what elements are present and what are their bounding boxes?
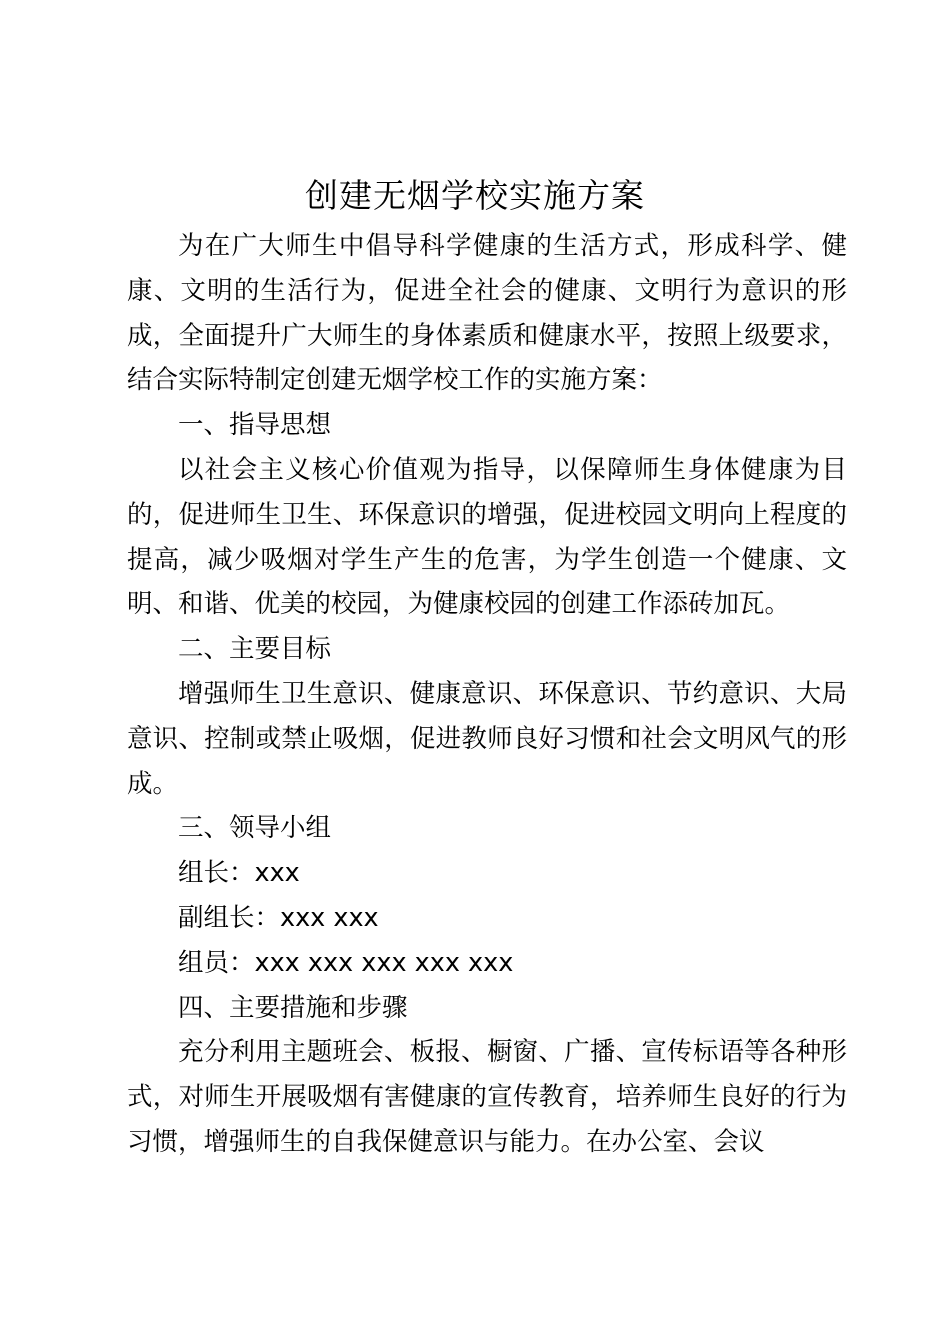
deputy-leader-line: 副组长：xxx xxx	[178, 902, 379, 933]
section-heading-main-goals: 二、主要目标	[178, 634, 332, 665]
section-heading-guiding-ideology: 一、指导思想	[178, 410, 332, 441]
section-paragraph-guiding-ideology: 以社会主义核心价值观为指导，以保障师生身体健康为目的，促进师生卫生、环保意识的增强，促进校园文明向上程度的提高，减少吸烟对学生产生的危害，为学生创造一个健康、文明、和谐、优美的校园，为健康校园的创建工作添砖加瓦。	[127, 454, 847, 620]
section-heading-leadership-group: 三、领导小组	[178, 813, 332, 844]
leader-line: 组长：xxx	[178, 858, 300, 889]
section-paragraph-measures: 充分利用主题班会、板报、橱窗、广播、宣传标语等各种形式，对师生开展吸烟有害健康的宣传教育，培养师生良好的行为习惯，增强师生的自我保健意识与能力。在办公室、会议	[127, 1037, 847, 1157]
members-line: 组员：xxx xxx xxx xxx xxx	[178, 947, 514, 978]
document-body	[127, 224, 847, 1165]
intro-paragraph: 为在广大师生中倡导科学健康的生活方式，形成科学、健康、文明的生活行为，促进全社会的健康、文明行为意识的形成，全面提升广大师生的身体素质和健康水平，按照上级要求，结合实际特制定创建无烟学校工作的实施方案：	[127, 231, 847, 396]
section-paragraph-main-goals: 增强师生卫生意识、健康意识、环保意识、节约意识、大局意识、控制或禁止吸烟，促进教师良好习惯和社会文明风气的形成。	[127, 678, 847, 799]
document-title: 创建无烟学校实施方案	[305, 176, 645, 215]
section-heading-measures: 四、主要措施和步骤	[178, 992, 408, 1023]
